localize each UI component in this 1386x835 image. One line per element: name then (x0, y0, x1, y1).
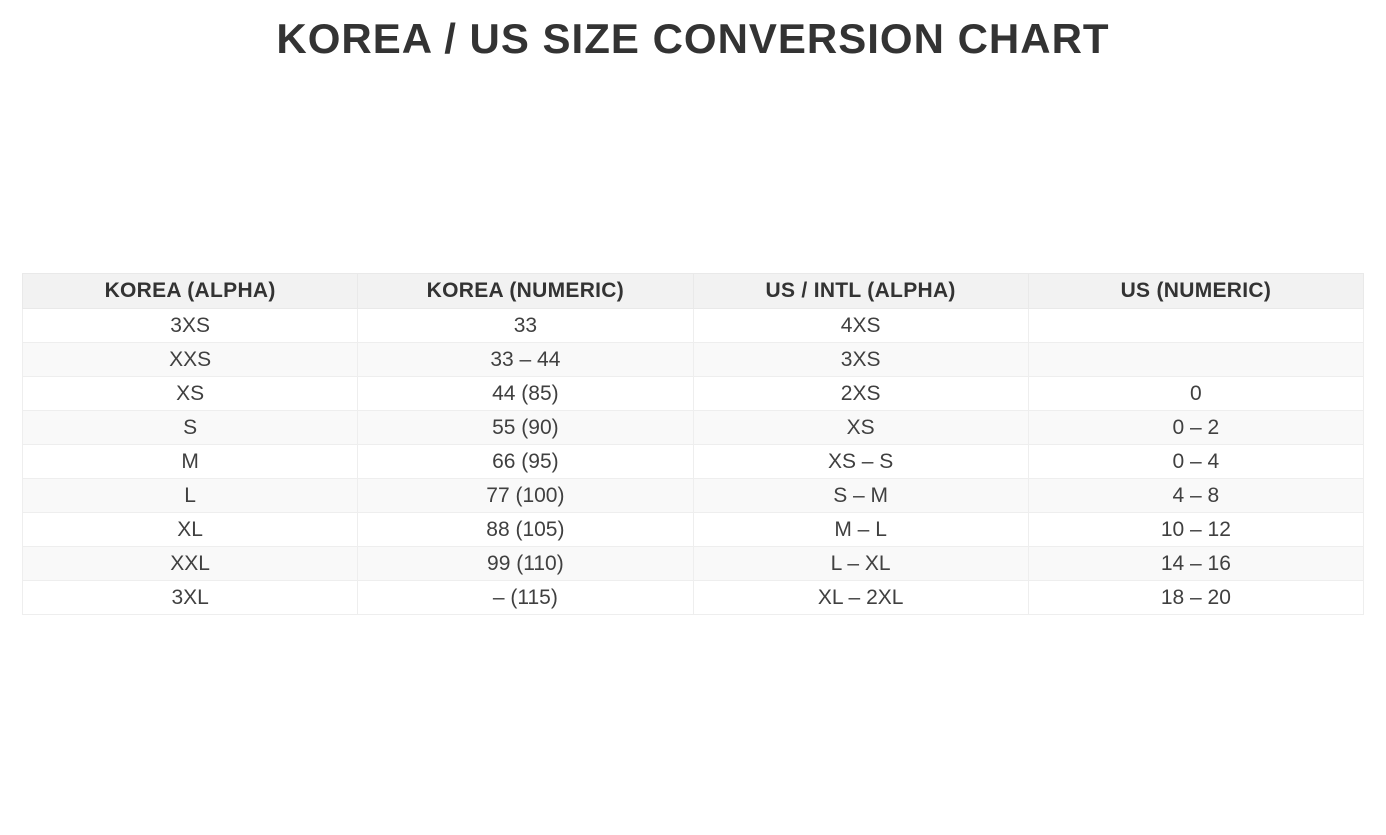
table-cell: 66 (95) (358, 445, 693, 479)
table-cell: XS (23, 377, 358, 411)
table-cell: XXS (23, 343, 358, 377)
table-cell: 33 (358, 309, 693, 343)
table-cell: 14 – 16 (1028, 547, 1363, 581)
table-cell: 99 (110) (358, 547, 693, 581)
table-cell: 44 (85) (358, 377, 693, 411)
conversion-table-container (22, 273, 1364, 615)
table-cell: XS (693, 411, 1028, 445)
table-cell: XL (23, 513, 358, 547)
table-cell: 88 (105) (358, 513, 693, 547)
table-cell: 0 – 2 (1028, 411, 1363, 445)
page-title: KOREA / US SIZE CONVERSION CHART (276, 15, 1110, 62)
table-cell: 0 (1028, 377, 1363, 411)
table-row (23, 479, 1364, 513)
table-cell: 3XL (23, 581, 358, 615)
table-cell: XS – S (693, 445, 1028, 479)
table-cell: M – L (693, 513, 1028, 547)
table-cell: 4XS (693, 309, 1028, 343)
table-row (23, 343, 1364, 377)
column-header-us-intl-alpha: US / INTL (ALPHA) (693, 274, 1028, 309)
column-header-korea-alpha: KOREA (ALPHA) (23, 274, 358, 309)
table-row (23, 547, 1364, 581)
table-cell: 55 (90) (358, 411, 693, 445)
table-row (23, 309, 1364, 343)
table-cell: 0 – 4 (1028, 445, 1363, 479)
size-conversion-table (22, 273, 1364, 615)
table-cell: XXL (23, 547, 358, 581)
table-cell: XL – 2XL (693, 581, 1028, 615)
table-header (23, 274, 1364, 309)
column-header-korea-numeric: KOREA (NUMERIC) (358, 274, 693, 309)
table-cell (1028, 343, 1363, 377)
table-cell: M (23, 445, 358, 479)
table-row (23, 377, 1364, 411)
table-cell: 18 – 20 (1028, 581, 1363, 615)
table-cell: S – M (693, 479, 1028, 513)
table-row (23, 445, 1364, 479)
table-cell: 3XS (23, 309, 358, 343)
table-row (23, 581, 1364, 615)
table-cell: 2XS (693, 377, 1028, 411)
table-cell: 10 – 12 (1028, 513, 1363, 547)
table-cell: 77 (100) (358, 479, 693, 513)
table-cell: 33 – 44 (358, 343, 693, 377)
header-row (23, 274, 1364, 309)
table-body (23, 309, 1364, 615)
table-cell: L (23, 479, 358, 513)
table-row (23, 513, 1364, 547)
table-cell: 4 – 8 (1028, 479, 1363, 513)
column-header-us-numeric: US (NUMERIC) (1028, 274, 1363, 309)
table-cell: L – XL (693, 547, 1028, 581)
table-cell: S (23, 411, 358, 445)
table-cell (1028, 309, 1363, 343)
table-cell: 3XS (693, 343, 1028, 377)
table-row (23, 411, 1364, 445)
table-cell: – (115) (358, 581, 693, 615)
